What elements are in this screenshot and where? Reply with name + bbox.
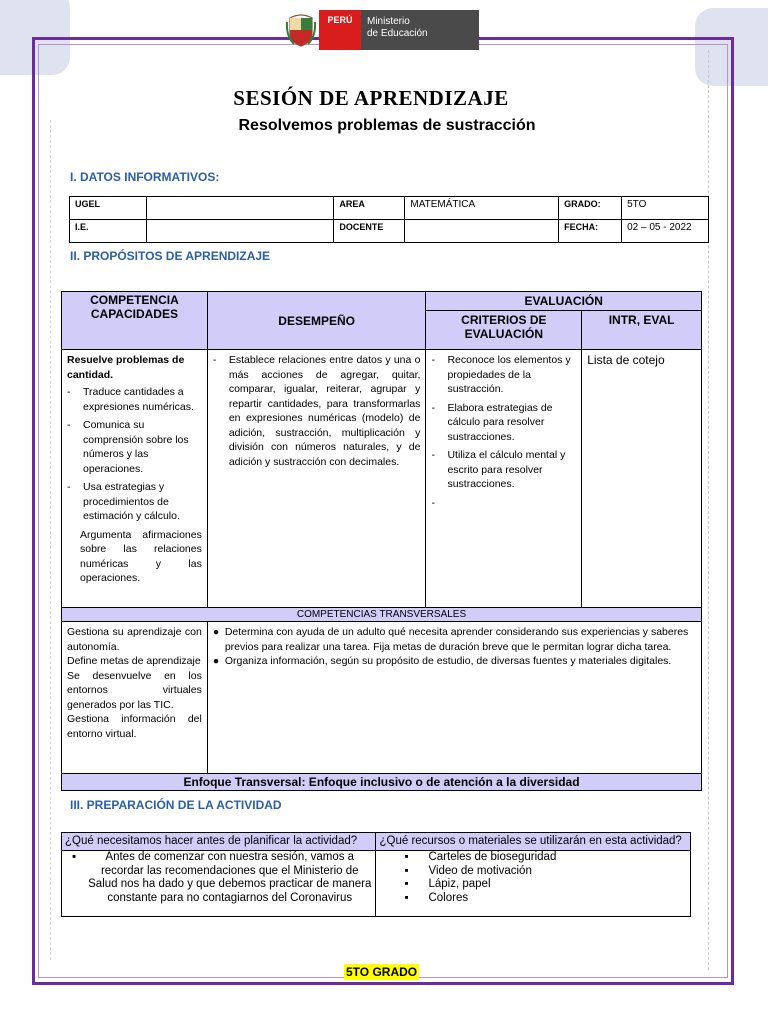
instrumento-cell: Lista de cotejo bbox=[582, 350, 702, 608]
table-row bbox=[70, 220, 709, 243]
criterios-cell bbox=[426, 350, 582, 608]
desempeno-cell bbox=[207, 350, 426, 608]
margin-guide-right bbox=[708, 50, 709, 970]
transversales-heading: COMPETENCIAS TRANSVERSALES bbox=[62, 608, 702, 622]
question-2: ¿Qué recursos o materiales se utilizarán en esta actividad? bbox=[376, 833, 691, 851]
header-evaluacion: EVALUACIÓN bbox=[426, 292, 702, 311]
label-fecha: FECHA: bbox=[559, 220, 622, 243]
section2-heading: II. PROPÓSITOS DE APRENDIZAJE bbox=[70, 249, 271, 263]
section3-heading: III. PREPARACIÓN DE LA ACTIVIDAD bbox=[70, 798, 282, 812]
transversales-right bbox=[207, 622, 701, 774]
propositos-table bbox=[61, 291, 702, 791]
header-criterios: CRITERIOS DE EVALUACIÓN bbox=[426, 311, 582, 350]
list-item: - Utiliza el cálculo mental y escrito para resolver sustracciones. bbox=[431, 449, 566, 490]
transversales-left: Gestiona su aprendizaje con autonomía. Define metas de aprendizaje Se desenvuelve en los entornos virtuales generados por las TIC. Gestiona información del entorno virtual. bbox=[62, 622, 208, 774]
list-item: ▪ Antes de comenzar con nuestra sesión, vamos a recordar las recomendaciones que el Ministerio de Salud nos ha dado y que debemos practicar de manera constante para no contagiarnos del Coronavirus bbox=[72, 851, 372, 904]
label-ie: I.E. bbox=[70, 220, 147, 243]
logo-ministry-line2: de Educación bbox=[367, 28, 428, 39]
document-subtitle: Resolvemos problemas de sustracción bbox=[238, 117, 536, 134]
list-item: ▪ Colores bbox=[404, 891, 469, 904]
list-item: - Comunica su comprensión sobre los números y las operaciones. bbox=[67, 419, 189, 475]
label-ugel: UGEL bbox=[70, 197, 147, 220]
question-1: ¿Qué necesitamos hacer antes de planificar la actividad? bbox=[62, 833, 376, 851]
header-intr-eval: INTR, EVAL bbox=[582, 311, 702, 350]
list-item: ● Determina con ayuda de un adulto qué necesita aprender considerando sus experiencias y saberes previos para realizar una tarea. Fija metas de duración breve que le permitan lograr dicha tarea. bbox=[212, 626, 689, 653]
logo-ministry bbox=[361, 10, 479, 50]
capacidad-extra: Argumenta afirmaciones sobre las relaciones numéricas y las operaciones. bbox=[80, 528, 202, 584]
section1-heading: I. DATOS INFORMATIVOS: bbox=[70, 170, 220, 184]
value-grado: 5TO bbox=[622, 197, 709, 220]
header-competencia: COMPETENCIA CAPACIDADES bbox=[62, 292, 208, 350]
value-docente bbox=[405, 220, 559, 243]
minedu-logo bbox=[283, 10, 479, 50]
enfoque-transversal: Enfoque Transversal: Enfoque inclusivo o de atención a la diversidad bbox=[62, 774, 702, 791]
value-area: MATEMÁTICA bbox=[405, 197, 559, 220]
value-ie bbox=[146, 220, 334, 243]
datos-informativos-table bbox=[69, 196, 709, 243]
list-item: ● Organiza información, según su propósito de estudio, de diversas fuentes y materiales digitales. bbox=[212, 655, 672, 667]
answer-1-cell bbox=[62, 851, 376, 917]
value-fecha: 02 – 05 - 2022 bbox=[622, 220, 709, 243]
header-desempeno: DESEMPEÑO bbox=[207, 292, 426, 350]
list-item: ▪ Carteles de bioseguridad bbox=[404, 851, 557, 863]
label-area: AREA bbox=[334, 197, 405, 220]
list-item: - Elabora estrategias de cálculo para resolver sustracciones. bbox=[431, 401, 553, 443]
logo-country: PERÚ bbox=[319, 10, 361, 50]
label-grado: GRADO: bbox=[559, 197, 622, 220]
list-item: - Establece relaciones entre datos y una o más acciones de agregar, quitar, comparar, igualar, reiterar, agrupar y repartir cantidades, para transformarlas en expresiones numéricas (modelo) de adición, sustracción, multiplicación y división con números naturales, y de adición y sustracción con decimales. bbox=[212, 354, 421, 468]
preparacion-table bbox=[61, 832, 691, 917]
list-item: - Reconoce los elementos y propiedades de la sustracción. bbox=[431, 354, 571, 395]
list-item: - bbox=[431, 496, 435, 509]
list-item: - Traduce cantidades a expresiones numéricas. bbox=[67, 386, 194, 413]
list-item: - Usa estrategias y procedimientos de estimación y cálculo. bbox=[67, 481, 180, 522]
coat-of-arms-icon bbox=[283, 10, 319, 50]
list-item: ▪ Lápiz, papel bbox=[404, 878, 491, 890]
list-item: ▪ Video de motivación bbox=[404, 864, 532, 877]
materials-cell bbox=[376, 851, 691, 917]
label-docente: DOCENTE bbox=[334, 220, 405, 243]
table-row bbox=[70, 197, 709, 220]
document-title: SESIÓN DE APRENDIZAJE bbox=[233, 86, 509, 110]
competencia-title: Resuelve problemas de cantidad. bbox=[67, 354, 185, 381]
grade-footer-label: 5TO GRADO bbox=[346, 965, 418, 979]
value-ugel bbox=[146, 197, 334, 220]
competencia-cell bbox=[62, 350, 208, 608]
margin-guide-left bbox=[50, 120, 51, 960]
logo-ministry-line1: Ministerio bbox=[367, 16, 410, 27]
